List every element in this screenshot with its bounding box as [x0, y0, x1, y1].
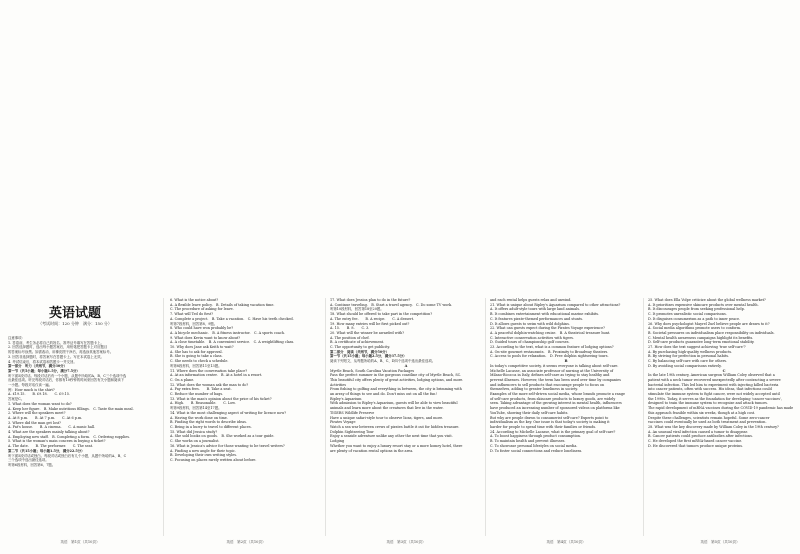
- column-divider: [485, 298, 486, 536]
- text-line: Ripley's Aquarium: [330, 396, 362, 401]
- text-line: C. The opportunity to get publicity.: [330, 345, 391, 350]
- text-line: 10. Why does Jane ask Keith to wait?: [170, 345, 234, 350]
- text-line: C. He developed the first mRNA-based cancer vaccine.: [648, 439, 743, 444]
- text-line: A. A bicycle mechanic. B. A fitness instructor. C. A sports coach.: [170, 330, 285, 335]
- text-line: A. It prioritizes expensive skincare products over mental health.: [648, 302, 759, 307]
- text-line: C. The procedure of asking for leave.: [170, 307, 234, 312]
- text-line: 第一部分 听力（共两节，满分30分）: [8, 364, 67, 369]
- text-line: 第一节（共15小题；每小题2.5分，满分37.5分）: [330, 354, 407, 359]
- text-line: Lodging: [330, 439, 345, 444]
- text-line: B. It combines entertainment with educational marine exhibits.: [490, 312, 600, 317]
- column-2: [170, 298, 322, 536]
- text-line: this approach feasible within six weeks, though at a high cost.: [648, 410, 756, 415]
- column-3: [330, 298, 482, 536]
- text-line: A. An unusual viral infection caused a tumor to disappear.: [648, 429, 748, 434]
- text-line: 例：How much is the shirt?: [8, 387, 55, 392]
- exam-info: （考试时间：120 分钟 满分：150 分）: [38, 321, 112, 326]
- text-line: C. Access to pools for relaxation. D. Free dolphin sightseeing tours.: [490, 354, 609, 359]
- text-line: A. She has to ask for approval.: [170, 349, 223, 354]
- text-line: 14. What is the most challenging aspect of writing for licence now?: [170, 410, 287, 415]
- text-line: Michelle Lacasse, an associate professor of nursing at the University of: [490, 368, 614, 373]
- text-line: Despite these challenges, scientists remain hopeful. Some zero-cancer: [648, 415, 770, 420]
- text-line: 三个选项中选出最佳选项。: [8, 458, 49, 463]
- text-line: A. Employing new staff. B. Completing a form. C. Ordering supplies.: [8, 434, 131, 439]
- text-line: C. Reduce the number of bags.: [170, 392, 224, 397]
- text-line: B. A certificate of achievement.: [330, 340, 385, 345]
- text-line: Enjoy a seaside adventure unlike any other the next time that you visit.: [330, 434, 453, 439]
- page-title: 英语试题: [48, 306, 101, 321]
- text-line: have produced an increasing number of sponsored videos on platforms like: [490, 406, 620, 411]
- text-line: A. Pat's house. B. A cinema. C. A music hall.: [8, 425, 96, 430]
- text-line: C. It features pirate-themed performances and stunts.: [490, 316, 584, 321]
- text-line: and each rental helps guests relax and unwind.: [490, 298, 572, 302]
- text-line: B. It discourages people from seeking professional help.: [648, 307, 745, 312]
- text-line: an array of things to see and do. Don't miss out on all the fun!: [330, 392, 437, 397]
- text-line: A. Social media algorithms promote users to conform.: [648, 326, 742, 331]
- text-line: A. Having the work done on time.: [170, 415, 228, 420]
- column-divider: [643, 298, 644, 536]
- text-line: D. To foster social connections and reduce loneliness.: [490, 448, 583, 453]
- text-line: into cancer patients, often with success. His ideas, that infections could: [648, 387, 772, 392]
- text-line: Activities: [330, 382, 346, 387]
- text-line: C. On a plane.: [170, 377, 195, 382]
- text-line: A. To boost happiness through product consumption.: [490, 434, 582, 439]
- text-line: A. It offers adult-style tours with large land animals.: [490, 307, 581, 312]
- text-line: A: [404, 363, 408, 368]
- text-line: C. To showcase personal lifestyles on social media.: [490, 443, 578, 448]
- text-line: 听下面5段对话。每段对话后有一个小题，从题中所给的A、B、C三个选项中选: [8, 373, 127, 378]
- text-line: 20. What will the winner be awarded with?: [330, 330, 405, 335]
- text-line: 19. How many entries will be first picked out?: [330, 321, 410, 326]
- text-line: 5. What is the woman's main concern in buying a ticket?: [8, 439, 106, 444]
- text-line: Milano-Bicocca in Italy, defines self-care as trying to stay healthy and: [490, 373, 610, 378]
- text-line: 28. What was the key discovery made by William Coley in the 19th century?: [648, 424, 779, 429]
- text-line: TIGERS Wildlife Preserve: [330, 410, 375, 415]
- text-line: 的答案标号涂黑。如需改动，用橡皮擦干净后，再选涂其他答案标号。: [8, 350, 114, 355]
- text-line: Examples of the more self-driven social media, whose brands promote a range: [490, 392, 626, 397]
- text-line: C. Mental health awareness campaigns highlight its benefits.: [648, 335, 754, 340]
- text-line: C. She works on a journalist.: [170, 439, 220, 444]
- text-line: A. The date. B. The performer. C. The seat.: [8, 444, 94, 449]
- text-line: B. By striving for perfection in personal habits.: [648, 354, 730, 359]
- text-line: 阅读下列短文，从每题所给的A、B、C、D四个选项中选出最佳选项。: [330, 359, 436, 364]
- text-line: This beautiful city offers plenty of great activities, lodging options, and more.: [330, 377, 464, 382]
- column-divider: [163, 298, 164, 536]
- text-line: Pass the perfect summer in the gorgeous coastline city of Myrtle Beach, SC.: [330, 373, 462, 378]
- text-line: are plenty of vacation rental options in the area.: [330, 448, 414, 453]
- page-footer: 英语 第5页（共10页）: [700, 540, 740, 544]
- text-line: 一小题。每段对话仅读一遍。: [8, 383, 53, 388]
- text-line: animals and learn more about the creatures that live in the water.: [330, 406, 444, 411]
- text-line: 22. What can guests expect during the Pirates Voyage experience?: [490, 326, 605, 331]
- text-line: 听第10段材料，回答第18至20题。: [330, 307, 384, 312]
- text-line: 答案是C。: [8, 397, 25, 402]
- page-footer: 英语 第3页（共10页）: [386, 540, 426, 544]
- text-line: A. A peaceful dolphin-watching cruise. B. A theatrical treasure hunt.: [490, 330, 611, 335]
- text-line: D. By avoiding social comparisons entirely.: [648, 363, 722, 368]
- text-line: D. He discovered that tumors produce unique proteins.: [648, 443, 744, 448]
- text-line: designed to train the immune system to recognize and attack tumors.: [648, 401, 768, 406]
- text-line: 3. Where did the man get lost?: [8, 420, 61, 425]
- text-line: A. By purchasing high-quality wellness products.: [648, 349, 733, 354]
- text-line: and influencers to sell products that encourage people to focus on: [490, 382, 605, 387]
- text-line: 15. What did Jessica study?: [170, 429, 218, 434]
- text-line: B. Societal pressures on individualism place responsibility on individuals.: [648, 330, 775, 335]
- text-line: 听下面5段对话或独白。每段对话或独白后有几个小题，从题中所给的A、B、C: [8, 453, 127, 458]
- text-line: A. At an information center. B. At a hotel in a resort.: [170, 373, 263, 378]
- text-line: 26. Why does psychologist Mayrel Zurl believe people are drawn to it?: [648, 321, 770, 326]
- text-line: B: [564, 359, 568, 364]
- text-line: Watch a sea war between crews of pirates battle it out for hidden treasure.: [330, 424, 460, 429]
- text-line: C. Being in a hurry to travel to different places.: [170, 424, 252, 429]
- text-line: A. She sold books on goods. B. She worked as a tour guide.: [170, 434, 275, 439]
- column-5: [648, 298, 800, 536]
- text-line: C. She needs to check a schedule.: [170, 359, 229, 364]
- text-line: C. By balancing self-care with care for others.: [648, 359, 728, 364]
- text-line: YouTube, showing their daily self-care habits.: [490, 410, 569, 415]
- text-line: A. High. B. Reasonable. C. Low.: [170, 401, 236, 406]
- text-line: From fishing to golfing and everything in between, the city is brimming with: [330, 387, 462, 392]
- text-line: 2. 回答选择题时，选出每小题答案后，用铅笔把答题卡上对应题目: [8, 345, 108, 350]
- text-line: 17. What does Jessica plan to do in the future?: [330, 298, 411, 302]
- page-footer: 英语 第2页（共10页）: [226, 540, 266, 544]
- text-line: 4. 考试结束后，将本试卷和答题卡一并交回。: [8, 359, 77, 364]
- text-line: 12. What does the woman ask the man to do?: [170, 382, 249, 387]
- text-line: Whether you want to enjoy a luxury resort stay or a more homey hotel, there: [330, 443, 463, 448]
- text-line: A. The entry fee. B. A recipe. C. A dessert.: [330, 316, 415, 321]
- text-line: themselves, adding to greater loneliness in society.: [490, 387, 578, 392]
- text-line: B. Developing their own writing styles.: [170, 453, 238, 458]
- text-line: B. She is going to take a class.: [170, 354, 223, 359]
- page-footer: 英语 第1页（共10页）: [60, 540, 100, 544]
- text-line: A. On-site gourmet restaurants. B. Proximity to Broadway theaters.: [490, 349, 609, 354]
- text-line: of self-care products, from skincare products to luxury goods, are widely: [490, 396, 616, 401]
- text-line: A. Finding a new angle for their topic.: [170, 448, 236, 453]
- text-line: 注意事项：: [8, 336, 25, 340]
- text-line: C. Interactive conservation activities with tigers.: [490, 335, 574, 340]
- text-line: C. Focusing on places rarely written about before.: [170, 457, 257, 462]
- text-line: A. £19.15. B. £9.18. C. £9.15.: [8, 392, 70, 397]
- text-line: 1. 答卷前，考生务必将自己的姓名、准考证号填写在答题卡上。: [8, 340, 104, 345]
- text-line: 23. According to the text, what is a common feature of lodging options?: [490, 345, 614, 350]
- text-line: 9. What does Kevin want to know about?: [170, 335, 241, 340]
- text-line: D. Guided tours of championship golf courses.: [490, 340, 570, 345]
- text-line: Dolphin Sightseeing Tour: [330, 429, 374, 434]
- text-line: Pirates Voyage: [330, 420, 356, 425]
- text-line: 6. What is the notice about?: [170, 298, 219, 302]
- text-line: 21. What is unique about Ripley's Aquarium compared to other attractions?: [490, 302, 621, 307]
- text-line: But why are people drawn to consumerist self-care? Experts point to: [490, 415, 609, 420]
- text-line: A. Continue traveling. B. Start a travel agency. C. Do some TV work.: [330, 302, 453, 307]
- text-line: seen. Taking advantage of the growing interest in mental health, influencers: [490, 401, 622, 406]
- text-line: stimulate the immune system to fight cancer, were not widely accepted until: [648, 392, 780, 397]
- text-line: 第二部分 阅读（共两节，满分50分）: [330, 349, 389, 354]
- text-line: A. Complete a project. B. Take a vacation. C. Have his teeth checked.: [170, 316, 294, 321]
- page-footer: 英语 第4页（共10页）: [546, 540, 586, 544]
- text-line: 13. What is the man's opinion about the price of his ticket?: [170, 396, 272, 401]
- text-line: 1. What does the woman want to do?: [8, 401, 72, 406]
- text-line: 听第9段材料，回答第14至17题。: [170, 406, 222, 411]
- text-line: prevent illnesses. However, the term has been used over time by companies: [490, 377, 621, 382]
- text-line: 8. Who could have won probably be?: [170, 326, 234, 331]
- text-line: 2. Where will the speakers meet?: [8, 411, 66, 416]
- text-line: D. Self-care products guarantee long-term emotional stability.: [648, 340, 755, 345]
- text-line: D. It allows guests to swim with wild dolphins.: [490, 321, 570, 326]
- column-1: [8, 336, 160, 536]
- text-line: 7. What will Ted do first?: [170, 312, 214, 317]
- text-line: 27. How does the text suggest achieving 'true self-care'?: [648, 345, 746, 350]
- text-line: A. Pay extra fees. B. Take a seat.: [170, 387, 232, 392]
- column-divider: [325, 298, 326, 536]
- text-line: bacterial infection. This led him to experiment with injecting killed bacteria: [648, 382, 779, 387]
- text-line: harder for people to spend time with their families or friends.: [490, 424, 597, 429]
- text-line: B. To maintain health and prevent illnesses.: [490, 439, 566, 444]
- text-line: C: [722, 368, 726, 373]
- text-line: B. Finding the right words to describe ideas.: [170, 420, 247, 425]
- text-line: D. It disguises consumerism as a path to inner peace.: [648, 316, 741, 321]
- text-line: A. A flexible leave policy. B. Details of taking vacation time.: [170, 302, 275, 307]
- text-line: patient with a neck tumor recovered unexpectedly after contracting a severe: [648, 377, 781, 382]
- text-line: A. Keep her figure. B. Make nutritious fillings. C. Taste the main meal.: [8, 406, 134, 411]
- text-line: 18. What should be offered to take part in the competition?: [330, 312, 433, 317]
- text-line: A. At 8 p.m. B. At 7 p.m. C. At 6 p.m.: [8, 415, 83, 420]
- text-line: the 1990s. Today, it serves as the foundation for developing 'cancer vaccines',: [648, 396, 783, 401]
- text-line: C. It promotes unrealistic social comparisons.: [648, 312, 727, 317]
- text-line: In the late 19th century, American surgeon William Coley observed that a: [648, 373, 775, 378]
- text-line: 3. 回答非选择题时，将答案写在答题卡上。写在本试卷上无效。: [8, 354, 104, 359]
- text-line: 11. Where does the conversation take place?: [170, 368, 248, 373]
- text-line: 出最佳选项。听完每段对话后，你都有10秒钟的时间来回答有关小题和阅读下: [8, 378, 125, 383]
- text-line: 25. What does Ella Volpe criticize about the global wellness market?: [648, 298, 766, 302]
- text-line: B. Cancer patients could produce antibodies after infections.: [648, 434, 753, 439]
- text-line: A. 15. B. 8. C. 3.: [330, 326, 370, 331]
- text-line: 24. According to Michelle Lacasse, what is the primary goal of self-care?: [490, 429, 616, 434]
- text-line: Myrtle Beach, South Carolina Vacation Packages: [330, 368, 415, 373]
- text-line: 听第6段材料，回答第6、7题。: [8, 462, 56, 467]
- text-line: 听第7段材料，回答第8、9题。: [170, 321, 218, 326]
- text-line: 听第8段材料，回答第11至13题。: [170, 363, 222, 368]
- text-line: In today's competitive society, it seems everyone is talking about self-care.: [490, 363, 619, 368]
- text-line: 第二节（共15小题；每小题1.5分，满分22.5分）: [8, 448, 85, 453]
- text-line: 第一节（共5小题；每小题1.5分，满分7.5分）: [8, 368, 80, 373]
- text-line: individualism as the key. One issue is that today's society is making it: [490, 420, 610, 425]
- text-line: 16. What is Jessica's advice for those wanting to be travel writers?: [170, 443, 285, 448]
- text-line: Have a unique safari-style tour to observe lions, tigers, and more.: [330, 415, 444, 420]
- text-line: vaccines could eventually be used as both treatment and prevention.: [648, 420, 767, 425]
- text-line: 4. What are the speakers mainly talking about?: [8, 430, 90, 435]
- text-line: A. The position of chef.: [330, 335, 370, 340]
- text-line: A. A close timetable. B. A convenient service. C. A weightlifting class.: [170, 340, 295, 345]
- column-4: [490, 298, 642, 536]
- text-line: With admission to Ripley's Aquarium, guests will be able to view beautiful: [330, 401, 458, 406]
- text-line: The rapid development of mRNA vaccines during the COVID-19 pandemic has made: [648, 406, 794, 411]
